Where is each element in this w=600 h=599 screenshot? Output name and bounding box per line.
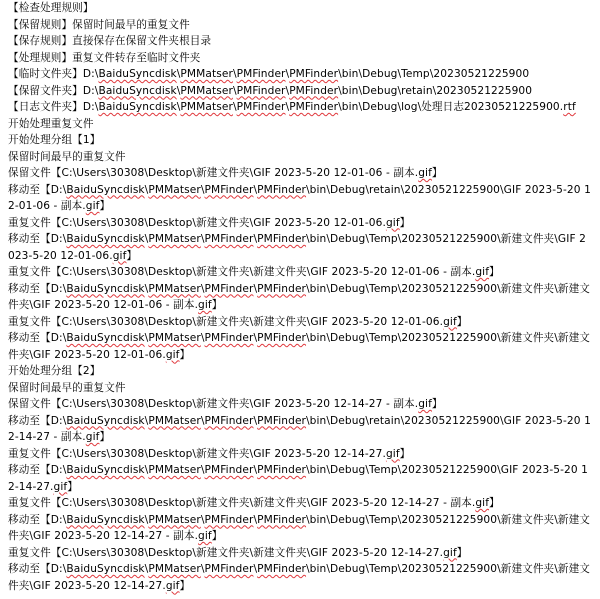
- log-line: [8, 545, 592, 562]
- log-text: \: [144, 332, 149, 344]
- spellcheck-flagged-word: gif: [198, 530, 212, 542]
- log-text: \: [253, 233, 258, 245]
- log-text: \: [176, 84, 181, 97]
- spellcheck-flagged-word: PMFinder: [257, 183, 307, 196]
- log-text: \: [176, 101, 181, 113]
- spellcheck-flagged-word: PMMatser: [148, 414, 201, 427]
- log-text: \bin\Debug\Temp\20230521225900\新建文件夹\新建文件夹\GIF 2023-5-20 12-01-06.: [8, 332, 590, 361]
- log-text: 【保留规则】保留时间最早的重复文件: [8, 18, 190, 31]
- spellcheck-flagged-word: PMMatser: [148, 183, 201, 196]
- log-text: \: [144, 464, 149, 476]
- spellcheck-flagged-word: PMFinder: [289, 68, 339, 80]
- log-text: 】: [456, 315, 468, 328]
- log-text: 】: [211, 299, 223, 311]
- spellcheck-flagged-word: PMMatser: [148, 282, 201, 295]
- log-text: 】: [99, 431, 111, 443]
- log-text: \: [176, 68, 181, 80]
- log-text: 重复文件【C:\Users\30308\Desktop\新建文件夹\新建文件夹\GIF 2023-5-20 12-01-06.: [8, 315, 444, 328]
- log-text: \: [253, 414, 258, 427]
- log-text: \: [144, 282, 149, 295]
- log-text: 】: [431, 398, 443, 410]
- log-text: 】: [179, 348, 191, 361]
- log-line: [8, 396, 592, 413]
- log-line: [8, 380, 592, 397]
- log-text: 移动至【D:\: [8, 464, 67, 476]
- log-text: 开始处理重复文件: [8, 117, 94, 130]
- spellcheck-flagged-word: PMMatser: [148, 332, 201, 344]
- log-text: \: [285, 101, 290, 113]
- log-line: [8, 281, 592, 314]
- log-text: 】: [456, 546, 468, 559]
- log-text: 】: [67, 480, 78, 493]
- log-text: \: [200, 282, 205, 295]
- log-text: 开始处理分组【2】: [8, 365, 101, 377]
- log-text: 移动至【D:\: [8, 332, 67, 344]
- log-line: [8, 231, 592, 264]
- spellcheck-flagged-word: gif: [85, 431, 100, 443]
- log-line: [8, 413, 592, 446]
- log-text: 【检查处理规则】: [8, 2, 94, 14]
- log-line: [8, 165, 592, 182]
- log-text: 】: [126, 249, 138, 262]
- spellcheck-flagged-word: PMMatser: [148, 513, 201, 526]
- spellcheck-flagged-word: PMFinder: [204, 414, 254, 427]
- log-text: \bin\Debug\retain\20230521225900: [338, 84, 533, 97]
- spellcheck-flagged-word: PMMatser: [180, 101, 233, 113]
- log-text: \: [200, 183, 205, 196]
- log-text: \: [232, 68, 237, 80]
- log-text: \: [200, 563, 205, 575]
- log-text: \: [144, 414, 149, 427]
- log-text: \: [253, 282, 258, 295]
- spellcheck-flagged-word: BaiduSyncdisk: [66, 563, 145, 575]
- log-text: 保留时间最早的重复文件: [8, 150, 126, 163]
- spellcheck-flagged-word: BaiduSyncdisk: [66, 332, 145, 344]
- log-text: \bin\Debug\retain\20230521225900\GIF 2023-5-20 12-14-27 - 副本.: [8, 414, 591, 443]
- spellcheck-flagged-word: PMFinder: [257, 414, 307, 427]
- spellcheck-flagged-word: PMFinder: [257, 282, 307, 295]
- spellcheck-flagged-word: PMFinder: [289, 84, 339, 97]
- log-text: \: [200, 414, 205, 427]
- spellcheck-flagged-word: BaiduSyncdisk: [66, 233, 145, 245]
- log-text: 重复文件【C:\Users\30308\Desktop\新建文件夹\新建文件夹\GIF 2023-5-20 12-14-27 - 副本.: [8, 497, 476, 509]
- log-text: \: [200, 513, 205, 526]
- log-text: 】: [399, 447, 411, 460]
- log-text: \bin\Debug\Temp\20230521225900\新建文件夹\新建文件夹\GIF 2023-5-20 12-01-06 - 副本.: [8, 282, 590, 311]
- log-text: 【保留文件夹】D:\: [8, 84, 99, 97]
- log-text: 】: [489, 266, 500, 278]
- log-text: \bin\Debug\Temp\20230521225900: [338, 68, 530, 80]
- log-text: 【日志文件夹】D:\: [8, 101, 99, 113]
- spellcheck-flagged-word: PMFinder: [257, 464, 307, 476]
- spellcheck-flagged-word: gif: [85, 200, 100, 212]
- spellcheck-flagged-word: PMMatser: [148, 563, 201, 575]
- log-text: 移动至【D:\: [8, 563, 67, 575]
- log-text: \: [144, 233, 149, 245]
- spellcheck-flagged-word: gif: [198, 299, 212, 311]
- spellcheck-flagged-word: gif: [475, 497, 490, 509]
- spellcheck-flagged-word: PMMatser: [148, 464, 201, 476]
- log-text: 】: [179, 579, 191, 592]
- log-text: \: [285, 84, 290, 97]
- log-text: 】: [211, 530, 223, 542]
- log-text: \: [144, 563, 149, 575]
- log-text: \: [253, 513, 258, 526]
- spellcheck-flagged-word: PMFinder: [257, 233, 307, 245]
- spellcheck-flagged-word: PMFinder: [204, 464, 254, 476]
- spellcheck-flagged-word: BaiduSyncdisk: [66, 414, 145, 427]
- spellcheck-flagged-word: PMFinder: [204, 282, 254, 295]
- spellcheck-flagged-word: gif: [112, 249, 127, 262]
- log-text: 重复文件【C:\Users\30308\Desktop\新建文件夹\GIF 2023-5-20 12-14-27.: [8, 447, 386, 460]
- log-line: [8, 561, 592, 594]
- log-text: \: [200, 233, 205, 245]
- spellcheck-flagged-word: gif: [385, 216, 400, 229]
- spellcheck-flagged-word: BaiduSyncdisk: [66, 464, 145, 476]
- spellcheck-flagged-word: PMFinder: [236, 68, 286, 80]
- spellcheck-flagged-word: gif: [385, 447, 400, 460]
- log-line: [8, 363, 592, 380]
- spellcheck-flagged-word: gif: [165, 348, 180, 361]
- log-line: [8, 0, 592, 17]
- spellcheck-flagged-word: PMFinder: [257, 563, 307, 575]
- log-text: \bin\Debug\Temp\20230521225900\新建文件夹\GIF 2023-5-20 12-01-06.: [8, 233, 586, 262]
- log-line: [8, 495, 592, 512]
- log-text: \: [144, 183, 149, 196]
- spellcheck-flagged-word: rtf: [563, 101, 576, 113]
- spellcheck-flagged-word: BaiduSyncdisk: [98, 101, 177, 113]
- log-text: \: [253, 464, 258, 476]
- log-line: [8, 83, 592, 100]
- log-line: [8, 330, 592, 363]
- log-text: \: [253, 563, 258, 575]
- log-text: \: [253, 183, 258, 196]
- log-line: [8, 264, 592, 281]
- log-text: 移动至【D:\: [8, 414, 67, 427]
- log-line: [8, 182, 592, 215]
- log-text: 【保存规则】直接保存在保留文件夹根目录: [8, 35, 212, 47]
- spellcheck-flagged-word: PMFinder: [257, 513, 307, 526]
- log-text: \bin\Debug\Temp\20230521225900\新建文件夹\新建文件夹\GIF 2023-5-20 12-14-27.: [8, 563, 590, 592]
- log-line: [8, 132, 592, 149]
- spellcheck-flagged-word: PMFinder: [204, 183, 254, 196]
- log-text: 重复文件【C:\Users\30308\Desktop\新建文件夹\新建文件夹\GIF 2023-5-20 12-01-06 - 副本.: [8, 266, 476, 278]
- log-text: \: [200, 464, 205, 476]
- log-text: 保留时间最早的重复文件: [8, 381, 126, 394]
- log-line: [8, 33, 592, 50]
- log-text: 移动至【D:\: [8, 183, 67, 196]
- spellcheck-flagged-word: PMFinder: [204, 563, 254, 575]
- log-text: 】: [489, 497, 500, 509]
- log-text: \bin\Debug\retain\20230521225900\GIF 2023-5-20 12-01-06 - 副本.: [8, 183, 591, 212]
- log-text: \bin\Debug\Temp\20230521225900\GIF 2023-5-20 12-14-27.: [8, 464, 589, 493]
- log-line: [8, 149, 592, 166]
- log-text: 移动至【D:\: [8, 233, 67, 245]
- spellcheck-flagged-word: PMMatser: [180, 84, 233, 97]
- spellcheck-flagged-word: BaiduSyncdisk: [66, 282, 145, 295]
- spellcheck-flagged-word: BaiduSyncdisk: [98, 68, 177, 80]
- spellcheck-flagged-word: PMFinder: [204, 513, 254, 526]
- spellcheck-flagged-word: PMFinder: [236, 84, 286, 97]
- spellcheck-flagged-word: PMMatser: [180, 68, 233, 80]
- log-line: [8, 462, 592, 495]
- log-text: 保留文件【C:\Users\30308\Desktop\新建文件夹\GIF 2023-5-20 12-14-27 - 副本.: [8, 398, 419, 410]
- log-text: 移动至【D:\: [8, 513, 67, 526]
- log-text: 保留文件【C:\Users\30308\Desktop\新建文件夹\GIF 2023-5-20 12-01-06 - 副本.: [8, 167, 419, 179]
- log-line: [8, 66, 592, 83]
- log-text: \bin\Debug\Temp\20230521225900\新建文件夹\新建文件夹\GIF 2023-5-20 12-14-27 - 副本.: [8, 513, 590, 542]
- log-text: 】: [399, 216, 411, 229]
- spellcheck-flagged-word: gif: [475, 266, 490, 278]
- log-text: \: [144, 513, 149, 526]
- spellcheck-flagged-word: PMFinder: [204, 233, 254, 245]
- log-text: \: [285, 68, 290, 80]
- log-text: 】: [431, 167, 443, 179]
- log-line: [8, 512, 592, 545]
- log-text: 重复文件【C:\Users\30308\Desktop\新建文件夹\新建文件夹\GIF 2023-5-20 12-14-27.: [8, 546, 444, 559]
- spellcheck-flagged-word: PMMatser: [148, 233, 201, 245]
- log-line: [8, 446, 592, 463]
- spellcheck-flagged-word: BaiduSyncdisk: [66, 513, 145, 526]
- spellcheck-flagged-word: gif: [443, 546, 457, 559]
- log-text: \: [232, 101, 237, 113]
- log-text: 【临时文件夹】D:\: [8, 68, 99, 80]
- spellcheck-flagged-word: gif: [418, 398, 432, 410]
- log-line: [8, 215, 592, 232]
- log-line: [8, 50, 592, 67]
- spellcheck-flagged-word: BaiduSyncdisk: [66, 183, 145, 196]
- log-text: 移动至【D:\: [8, 282, 67, 295]
- spellcheck-flagged-word: gif: [443, 315, 457, 328]
- spellcheck-flagged-word: PMFinder: [257, 332, 307, 344]
- log-text: \: [253, 332, 258, 344]
- log-text: 】: [99, 200, 111, 212]
- log-text: \: [200, 332, 205, 344]
- log-line: [8, 314, 592, 331]
- log-line: [8, 99, 592, 116]
- log-text: 开始处理分组【1】: [8, 134, 101, 146]
- log-text: 重复文件【C:\Users\30308\Desktop\新建文件夹\GIF 2023-5-20 12-01-06.: [8, 216, 386, 229]
- spellcheck-flagged-word: PMFinder: [289, 101, 339, 113]
- log-line: [8, 116, 592, 133]
- spellcheck-flagged-word: PMFinder: [236, 101, 286, 113]
- spellcheck-flagged-word: BaiduSyncdisk: [98, 84, 177, 97]
- spellcheck-flagged-word: gif: [418, 167, 432, 179]
- log-text: \: [232, 84, 237, 97]
- log-text: 【处理规则】重复文件转存至临时文件夹: [8, 51, 201, 64]
- log-text: \bin\Debug\log\处理日志20230521225900.: [338, 101, 564, 113]
- log-line: [8, 17, 592, 34]
- spellcheck-flagged-word: gif: [53, 480, 68, 493]
- spellcheck-flagged-word: gif: [165, 579, 180, 592]
- spellcheck-flagged-word: PMFinder: [204, 332, 254, 344]
